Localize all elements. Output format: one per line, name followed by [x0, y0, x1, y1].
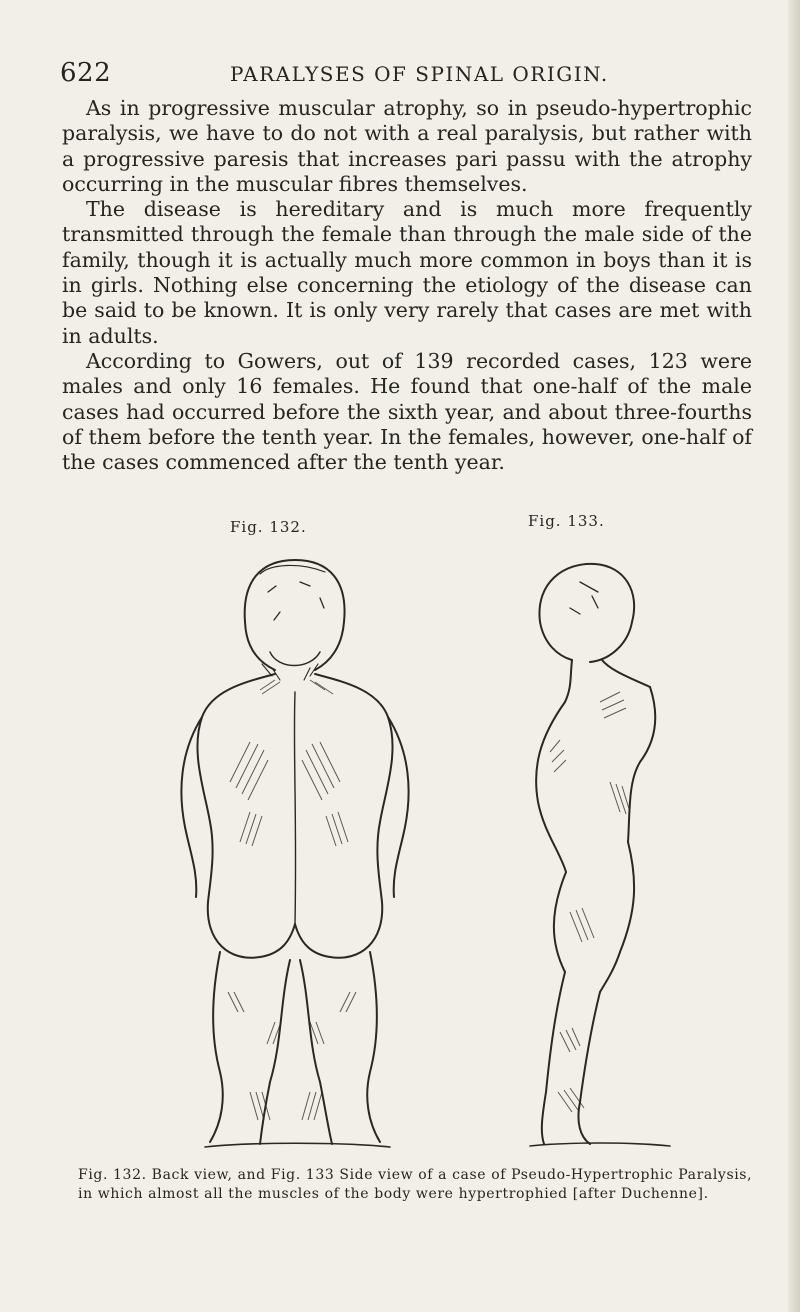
fig-132-back-view-illustration	[150, 552, 440, 1152]
fig-133-label: Fig. 133.	[528, 512, 605, 530]
fig-133-side-view-illustration	[510, 552, 680, 1152]
paragraph-3: According to Gowers, out of 139 recorded cases, 123 were males and only 16 females. He found that one-half of the male cases had occurred before the sixth year, and about three-fourths of them before the tenth year. In the females, however, one-half of the cases commenced after the tenth year.	[62, 348, 752, 475]
paragraph-1: As in progressive muscular atrophy, so in pseudo-hypertrophic paralysis, we have to do not with a real paralysis, but rather with a progressive paresis that increases pari passu with the atrophy occurring in the muscular fibres themselves.	[62, 96, 752, 196]
running-head: PARALYSES OF SPINAL ORIGIN.	[230, 62, 609, 86]
paragraph-2: The disease is hereditary and is much more frequently transmitted through the female than through the male side of the family, though it is actually much more common in boys than it is in girls. Nothing else concerning the etiology of the disease can be said to be known. It is only very rarely that cases are met with in adults.	[62, 197, 752, 348]
figure-caption: Fig. 132. Back view, and Fig. 133 Side view of a case of Pseudo-Hypertrophic Paralysis, in which almost all the muscles of the body were hypertrophied [after Duchenne].	[78, 1167, 753, 1202]
page-edge-shadow	[788, 0, 800, 1312]
page-number: 622	[60, 58, 112, 88]
page-header	[60, 58, 760, 88]
body-text	[62, 96, 752, 475]
fig-132-label: Fig. 132.	[230, 518, 307, 536]
